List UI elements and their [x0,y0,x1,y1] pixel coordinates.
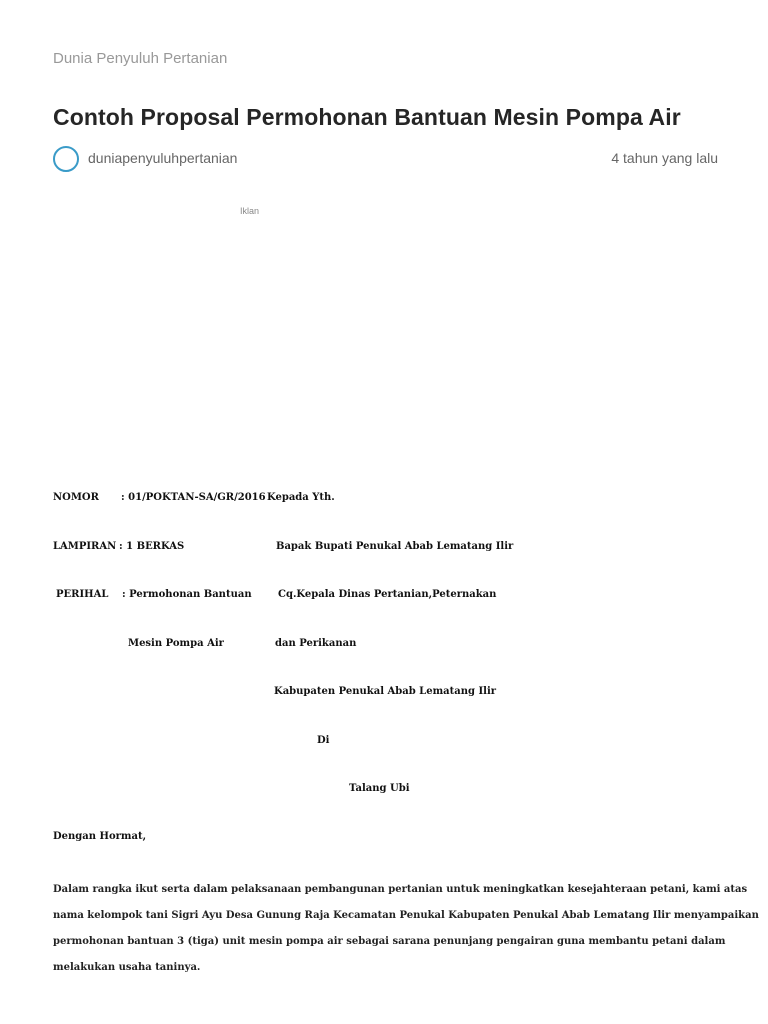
author-avatar[interactable] [53,146,79,172]
recipient-line-4: Kabupaten Penukal Abab Lematang Ilir [274,686,497,697]
body-line: nama kelompok tani Sigri Ayu Desa Gunung Raja Kecamatan Penukal Kabupaten Penukal Abab Lematang Ilir menyampaikan [53,910,759,921]
site-name-link[interactable]: Dunia Penyuluh Pertanian [53,50,228,67]
lampiran-value: : 1 BERKAS [119,541,185,552]
recipient-line-2: Cq.Kepala Dinas Pertanian,Peternakan [278,589,497,600]
nomor-value: : 01/POKTAN-SA/GR/2016 [121,492,266,503]
recipient-line-1: Bapak Bupati Penukal Abab Lematang Ilir [276,541,514,552]
post-title: Contoh Proposal Permohonan Bantuan Mesin Pompa Air [53,104,681,130]
place-text: Talang Ubi [349,783,410,794]
body-line: melakukan usaha taninya. [53,962,201,973]
perihal-value-2: Mesin Pompa Air [128,638,224,649]
di-text: Di [317,735,330,746]
greeting-text: Dengan Hormat, [53,831,147,842]
ad-label: Iklan [240,206,260,216]
perihal-value: : Permohonan Bantuan [122,589,252,600]
author-name-link[interactable]: duniapenyuluhpertanian [88,150,238,166]
perihal-label: PERIHAL [56,589,109,600]
lampiran-label: LAMPIRAN [53,541,117,552]
body-line: permohonan bantuan 3 (tiga) unit mesin pompa air sebagai sarana penunjang pengairan guna membantu petani dalam [53,936,726,947]
post-timestamp: 4 tahun yang lalu [611,150,718,166]
kepada-text: Kepada Yth. [267,492,335,503]
recipient-line-3: dan Perikanan [275,638,357,649]
body-line: Dalam rangka ikut serta dalam pelaksanaan pembangunan pertanian untuk meningkatkan kesejahteraan petani, kami atas [53,884,748,895]
nomor-label: NOMOR [53,492,99,503]
